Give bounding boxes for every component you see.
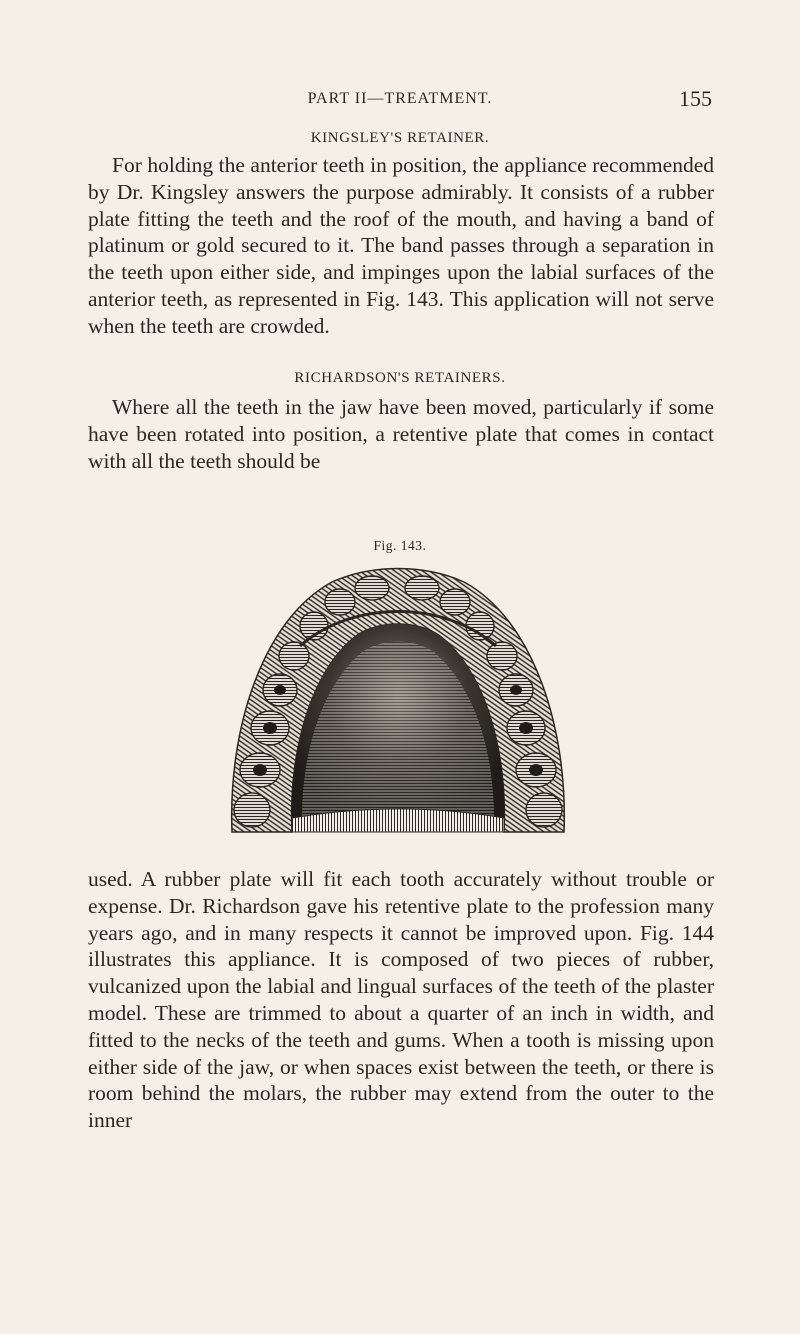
section-heading-kingsley: KINGSLEY'S RETAINER. xyxy=(310,130,490,146)
running-head xyxy=(88,86,712,116)
section-heading-richardson: RICHARDSON'S RETAINERS. xyxy=(294,370,506,386)
paragraph-richardson-continued: used. A rubber plate will fit each tooth accurately without trouble or expense. Dr. Richardson gave his retentive plate to the profession many years ago, and in many respects it cannot be improved upon. Fig. 144 illustrates this appliance. It is composed of two pieces of rubber, vulcanized upon the labial and lingual surfaces of the teeth of the plaster model. These are trimmed to about a quarter of an inch in width, and fitted to the necks of the teeth and gums. When a tooth is missing upon either side of the jaw, or when spaces exist between the teeth, or there is room behind the molars, the rubber may extend from the outer to the inner xyxy=(88,867,714,1133)
figure-caption: Fig. 143. xyxy=(373,538,427,553)
paragraph-richardson-start: Where all the teeth in the jaw have been moved, particularly if some have been rotated into position, a retentive plate that comes in contact with all the teeth should be xyxy=(88,395,714,473)
paragraph-kingsley: For holding the anterior teeth in position, the appliance recommended by Dr. Kingsley answers the purpose admirably. It consists of a rubber plate fitting the teeth and the roof of the mouth, and having a band of platinum or gold secured to it. The band passes through a separation in the teeth upon either side, and impinges upon the labial surfaces of the anterior teeth, as represented in Fig. 143. This application will not serve when the teeth are crowded. xyxy=(88,153,714,338)
page-number: 155 xyxy=(679,86,712,111)
running-title: PART II—TREATMENT. xyxy=(307,90,493,107)
dental-arch-icon xyxy=(222,560,574,836)
figure-143 xyxy=(222,560,574,836)
